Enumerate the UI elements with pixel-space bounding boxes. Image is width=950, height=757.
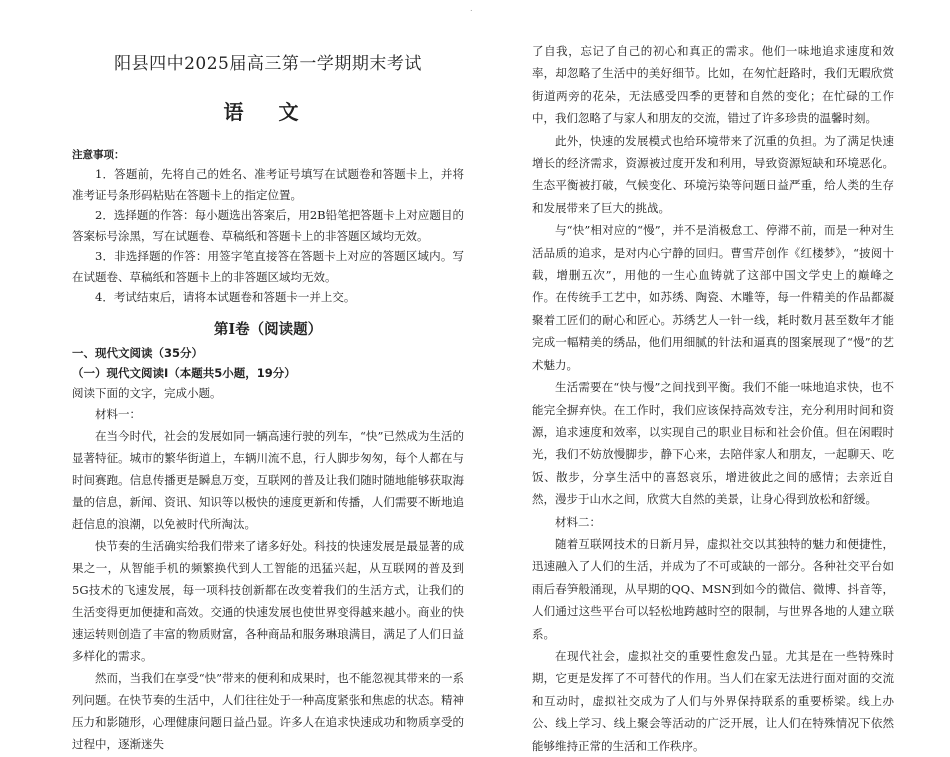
- body-paragraph: 在当今时代，社会的发展如同一辆高速行驶的列车，“快”已然成为生活的显著特征。城市的繁华街道上，车辆川流不息，行人脚步匆匆，每个人都在与时间赛跑。信息传播更是瞬息万变，互联网的普及让我们随时随地能够获取海量的信息，新闻、资讯、知识等以极快的速度更新和传播，人们需要不断地追赶信息的浪潮，以免被时代所淘汰。: [72, 428, 464, 531]
- exam-title: 阳县四中2025届高三第一学期期末考试: [114, 54, 422, 74]
- section-heading: 一、现代文阅读（35分）: [72, 345, 204, 360]
- material-label: 材料一：: [95, 406, 141, 421]
- part-title: 第Ⅰ卷（阅读题）: [213, 320, 323, 338]
- notice-item: 2．选择题的作答：每小题选出答案后，用2B铅笔把答题卡上对应题目的答案标号涂黑，写在试题卷、草稿纸和答题卡上的非答题区域均无效。: [72, 208, 464, 243]
- notice-item: 1．答题前，先将自己的姓名、准考证号填写在试题卷和答题卡上，并将准考证号条形码粘贴在答题卡上的指定位置。: [72, 167, 464, 202]
- body-paragraph: 快节奏的生活确实给我们带来了诸多好处。科技的快速发展是最显著的成果之一，从智能手机的频繁换代到人工智能的迅猛兴起，从互联网的普及到5G技术的飞速发展，每一项科技创新都在改变着我们的生活方式，让我们的生活变得更加便捷和高效。交通的快速发展也使世界变得越来越小。商业的快速运转则创造了丰富的物质财富，各种商品和服务琳琅满目，满足了人们日益多样化的需求。: [72, 538, 464, 663]
- subject-title: 语 文: [223, 100, 313, 124]
- right-column: [532, 40, 894, 757]
- subsection-heading: （一）现代文阅读Ⅰ（本题共5小题，19分）: [72, 365, 296, 380]
- notice-item: 4．考试结束后，请将本试题卷和答题卡一并上交。: [95, 290, 356, 304]
- material-label: 材料二：: [555, 514, 601, 529]
- body-paragraph: 与“快”相对应的“慢”，并不是消极怠工、停滞不前，而是一种对生活品质的追求，是对内心宁静的回归。曹雪芹创作《红楼梦》，“披阅十载，增删五次”，用他的一生心血铸就了这部中国文学史上的巅峰之作。在传统手工艺中，如苏绣、陶瓷、木雕等，每一件精美的作品都凝聚着工匠们的耐心和匠心。苏绣艺人一针一线，耗时数月甚至数年才能完成一幅精美的绣品，他们用细腻的针法和逼真的图案展现了“慢”的艺术魅力。: [532, 223, 894, 372]
- notice-heading: 注意事项：: [72, 149, 125, 161]
- body-paragraph: 此外，快速的发展模式也给环境带来了沉重的负担。为了满足快速增长的经济需求，资源被过度开发和利用，导致资源短缺和环境恶化。生态平衡被打破，气候变化、环境污染等问题日益严重，给人类的生存和发展带来了巨大的挑战。: [532, 133, 894, 215]
- instruction-text: 阅读下面的文字，完成小题。: [72, 385, 222, 400]
- notice-item: 3．非选择题的作答：用签字笔直接答在答题卡上对应的答题区域内。写在试题卷、草稿纸和答题卡上的非答题区域均无效。: [72, 249, 464, 284]
- body-paragraph: 随着互联网技术的日新月异，虚拟社交以其独特的魅力和便捷性，迅速融入了人们的生活，并成为了不可或缺的一部分。各种社交平台如雨后春笋般涌现，从早期的QQ、MSN到如今的微信、微博、抖音等，人们通过这些平台可以轻松地跨越时空的限制，与世界各地的人建立联系。: [532, 536, 894, 641]
- body-paragraph: 然而，当我们在享受“快”带来的便利和成果时，也不能忽视其带来的一系列问题。在快节奏的生活中，人们往往处于一种高度紧张和焦虑的状态。精神压力和影随形，心理健康问题日益凸显。许多人在追求快速成功和物质享受的过程中，逐渐迷失: [72, 670, 464, 751]
- body-paragraph: 生活需要在“快与慢”之间找到平衡。我们不能一味地追求快，也不能完全摒弃快。在工作时，我们应该保持高效专注，充分利用时间和资源，追求速度和效率，以实现自己的职业目标和社会价值。但在闲暇时光，我们不妨放慢脚步，静下心来，去陪伴家人和朋友，一起聊天、吃饭、散步，分享生活中的喜怒哀乐，增进彼此之间的感情；去亲近自然，漫步于山水之间，欣赏大自然的美景，让身心得到放松和舒缓。: [532, 380, 894, 507]
- top-mark: .: [470, 4, 473, 13]
- left-column: [72, 0, 464, 755]
- body-paragraph: 在现代社会，虚拟社交的重要性愈发凸显。尤其是在一些特殊时期，它更是发挥了不可替代的作用。当人们在家无法进行面对面的交流和互动时，虚拟社交成为了人们与外界保持联系的重要桥梁。线上办公、线上学习、线上聚会等活动的广泛开展，让人们在特殊情况下依然能够维持正常的生活和工作秩序。: [532, 648, 894, 753]
- notice-list: [72, 164, 464, 308]
- body-paragraph: 了自我，忘记了自己的初心和真正的需求。他们一味地追求速度和效率，却忽略了生活中的美好细节。比如，在匆忙赶路时，我们无暇欣赏街道两旁的花朵，无法感受四季的更替和自然的变化；在忙碌的工作中，我们忽略了与家人和朋友的交流，错过了许多珍贵的温馨时刻。: [532, 44, 894, 126]
